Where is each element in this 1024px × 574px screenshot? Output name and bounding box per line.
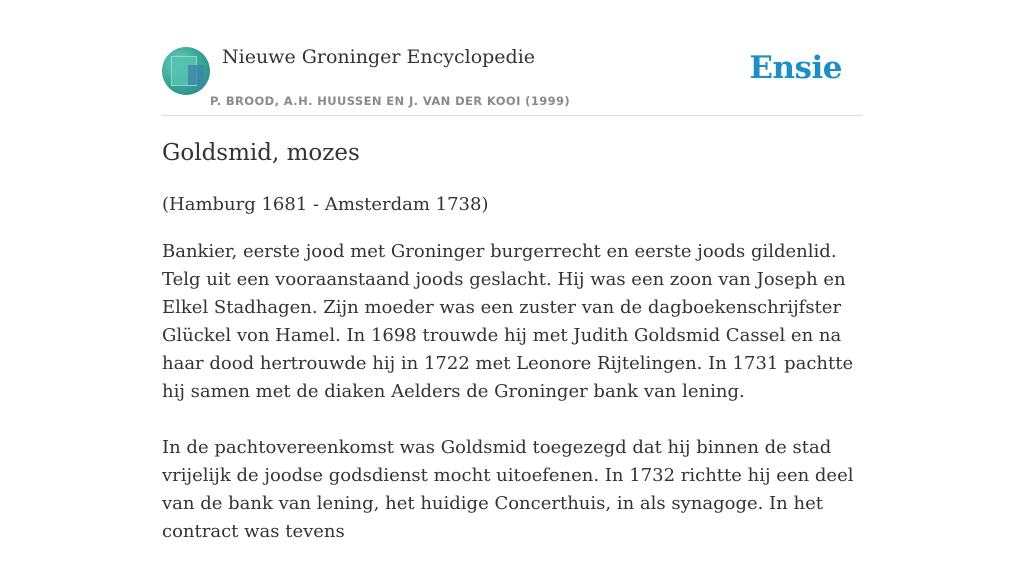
ensie-logo[interactable]: Ensie (749, 50, 842, 86)
book-authors: P. BROOD, A.H. HUUSSEN EN J. VAN DER KOOI (1999) (210, 94, 571, 108)
article-dates: (Hamburg 1681 - Amsterdam 1738) (162, 194, 489, 215)
article-title: Goldsmid, mozes (162, 140, 360, 166)
header (162, 44, 862, 116)
book-title-link[interactable]: Nieuwe Groninger Encyclopedie (222, 46, 536, 68)
article-paragraph: In de pachtovereenkomst was Goldsmid toegezegd dat hij binnen de stad vrijelijk de joodse godsdienst mocht uitoefenen. In 1732 richtte hij een deel van de bank van lening, het huidige Concerthuis, in als synagoge. In het contract was tevens (162, 437, 854, 542)
article-paragraph: Bankier, eerste jood met Groninger burgerrecht en eerste joods gildenlid. Telg uit een vooraanstaand joods geslacht. Hij was een zoon van Joseph en Elkel Stadhagen. Zijn moeder was een zuster van de dagboekenschrijfster Glückel von Hamel. In 1698 trouwde hij met Judith Goldsmid Cassel en na haar dood hertrouwde hij in 1722 met Leonore Rijtelingen. In 1731 pachtte hij samen met de diaken Aelders de Groninger bank van lening. (162, 241, 854, 402)
book-cover-avatar[interactable] (162, 47, 210, 95)
cover-image-back (188, 65, 204, 85)
article-body (162, 238, 862, 574)
